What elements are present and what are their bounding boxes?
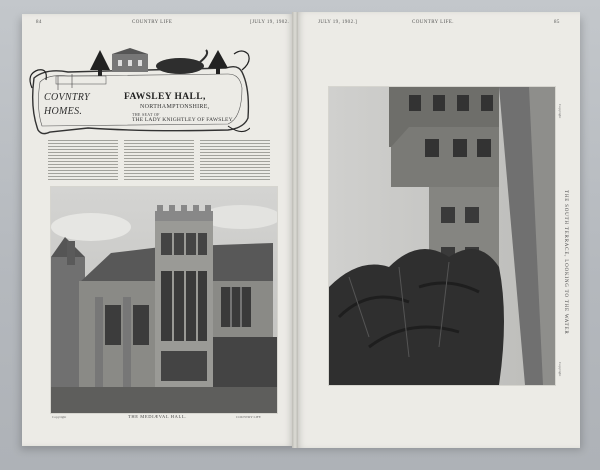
mediaeval-hall-photo xyxy=(50,186,278,414)
right-running-title: COUNTRY LIFE. xyxy=(412,20,454,25)
south-terrace-photo xyxy=(328,86,556,386)
right-photo-credit-bottom: Copyright xyxy=(558,362,562,377)
section-title-line1: COVNTRY xyxy=(44,92,90,103)
right-photo-vertical-caption: THE SOUTH TERRACE, LOOKING TO THE WATER xyxy=(563,190,568,335)
county-name: NORTHAMPTONSHIRE, xyxy=(140,104,210,110)
right-page-number: 85 xyxy=(554,20,560,25)
left-photo-credit-left: Copyright xyxy=(52,415,67,419)
owner-name: THE LADY KNIGHTLEY OF FAWSLEY. xyxy=(132,117,234,123)
seat-line: THE SEAT OF xyxy=(132,112,160,117)
left-page-number: 84 xyxy=(36,20,42,25)
gutter xyxy=(292,12,298,448)
right-date: JULY 19, 1902.] xyxy=(318,20,358,25)
section-title-line2: HOMES. xyxy=(44,106,83,117)
text-column-3 xyxy=(200,140,270,182)
country-homes-banner xyxy=(28,48,250,138)
left-date: [JULY 19, 1902. xyxy=(250,20,290,25)
left-running-title: COUNTRY LIFE xyxy=(132,20,173,25)
right-photo-credit-top: Copyright xyxy=(558,104,562,119)
text-column-1 xyxy=(48,140,118,182)
article-text-columns xyxy=(48,140,270,182)
left-photo-credit-right: COUNTRY LIFE xyxy=(236,415,261,419)
text-column-2 xyxy=(124,140,194,182)
left-photo-caption: THE MEDIÆVAL HALL. xyxy=(128,414,187,419)
hall-name: FAWSLEY HALL, xyxy=(124,92,206,102)
